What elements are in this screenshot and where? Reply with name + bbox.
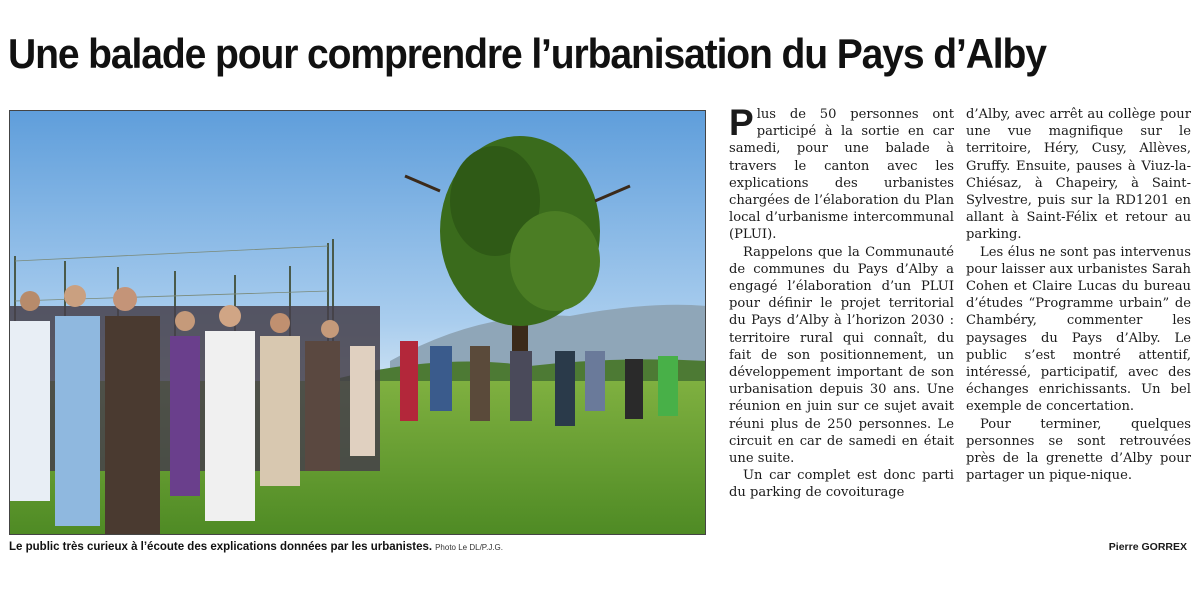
paragraph-2: Rappelons que la Communauté de communes du Pays d’Alby a engagé l’élaboration d’un PLUI pour définir le projet territorial du Pays d’Alby à l’horizon 2030 : territoire rural qui connaît, du fait de son positionnement, un développement important de son urbanisation depuis 30 ans. Une réunion en juin sur ce sujet avait réuni plus de 250 personnes. Le circuit en car de samedi en était une suite.: [729, 244, 954, 467]
photo-caption: [9, 541, 706, 553]
article-photo: [9, 110, 706, 535]
photo-credit: Photo Le DL/P.J.G.: [435, 543, 503, 552]
article-column-2: [966, 106, 1191, 484]
paragraph-4: Les élus ne sont pas intervenus pour laisser aux urbanistes Sarah Cohen et Claire Lucas du bureau d’études “Programme urbain” de Chambéry, commenter les paysages du Pays d’Alby. Le public s’est montré attentif, intéressé, participatif, avec des échanges enrichissants. Un bel exemple de concertation.: [966, 244, 1191, 415]
caption-text: Le public très curieux à l’écoute des explications données par les urbanistes.: [9, 541, 433, 553]
paragraph-1: Plus de 50 personnes ont participé à la sortie en car samedi, pour une balade à travers le canton avec les explications des urbanistes chargées de l’élaboration du Plan local d’urbanisme intercommunal (PLUI).: [729, 102, 954, 243]
headline: Une balade pour comprendre l’urbanisation du Pays d’Alby: [8, 30, 1046, 77]
paragraph-3-continued: d’Alby, avec arrêt au collège pour une vue magnifique sur le territoire, Héry, Cusy, Allèves, Gruffy. Ensuite, pauses à Viuz-la-Chiésaz, à Chapeiry, à Saint-Sylvestre, puis sur la RD1201 en allant à Saint-Félix et retour au parking.: [966, 107, 1191, 243]
drop-cap: P: [729, 102, 754, 143]
photo-illustration: [10, 111, 706, 535]
article-column-1: [729, 102, 954, 502]
author-byline: Pierre GORREX: [1108, 541, 1187, 553]
paragraph-5: Pour terminer, quelques personnes se sont retrouvées près de la grenette d’Alby pour partager un pique-nique.: [966, 416, 1191, 484]
paragraph-3: Un car complet est donc parti du parking de covoiturage: [729, 468, 954, 501]
